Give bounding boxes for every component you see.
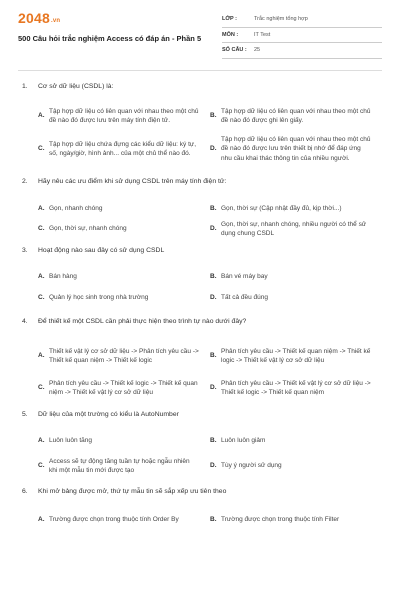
document-header bbox=[0, 0, 400, 72]
answer-option[interactable] bbox=[38, 510, 210, 530]
answer-option[interactable] bbox=[38, 131, 210, 167]
option-letter: A. bbox=[38, 516, 45, 524]
answer-option[interactable] bbox=[210, 372, 382, 404]
meta-value: Trắc nghiệm tổng hợp bbox=[254, 16, 308, 23]
option-text: Bán vé máy bay bbox=[221, 273, 268, 281]
option-letter: A. bbox=[38, 437, 45, 445]
question-text: Để thiết kế một CSDL cần phải thực hiện theo trình tự nào dưới đây? bbox=[38, 318, 247, 325]
question-6 bbox=[0, 487, 400, 530]
answer-option[interactable] bbox=[210, 451, 382, 481]
answer-options bbox=[38, 267, 382, 309]
option-text: Thiết kế vật lý cơ sở dữ liệu -> Phân tích yêu cầu -> Thiết kế quan niệm -> Thiết kế logic bbox=[49, 347, 199, 364]
option-letter: D. bbox=[210, 225, 217, 233]
option-letter: D. bbox=[210, 462, 217, 470]
answer-options bbox=[38, 101, 382, 167]
answer-option[interactable] bbox=[38, 372, 210, 404]
question-number: 4. bbox=[22, 318, 28, 325]
answer-option[interactable] bbox=[210, 340, 382, 372]
question-stem bbox=[0, 82, 400, 91]
meta-key: LỚP : bbox=[222, 16, 237, 23]
option-text: Luôn luôn giảm bbox=[221, 437, 266, 445]
question-stem bbox=[0, 246, 400, 255]
question-number: 3. bbox=[22, 247, 28, 254]
meta-row-count bbox=[222, 43, 382, 59]
answer-option[interactable] bbox=[210, 101, 382, 131]
answer-option[interactable] bbox=[210, 218, 382, 240]
meta-table bbox=[222, 12, 382, 59]
question-1 bbox=[0, 82, 400, 167]
option-text: Tập hợp dữ liệu chứa đựng các kiểu dữ liệu: ký tự, số, ngày/giờ, hình ảnh... của một chủ thể nào đó. bbox=[49, 140, 197, 157]
logo-suffix: .vn bbox=[50, 18, 61, 24]
answer-options bbox=[38, 510, 382, 530]
question-3 bbox=[0, 246, 400, 309]
option-letter: B. bbox=[210, 112, 217, 120]
option-text: Trường được chọn trong thuộc tính Filter bbox=[221, 516, 340, 524]
option-text: Luôn luôn tăng bbox=[49, 437, 93, 445]
option-letter: A. bbox=[38, 112, 45, 120]
question-number: 5. bbox=[22, 411, 28, 418]
option-text: Access sẽ tự động tăng tuần tự hoặc ngẫu nhiên khi một mẫu tin mới được tạo bbox=[49, 457, 190, 474]
question-stem bbox=[0, 487, 400, 496]
option-text: Tập hợp dữ liệu có liên quan với nhau theo một chủ đề nào đó được lưu trên máy tính điện tử. bbox=[49, 107, 199, 124]
option-letter: B. bbox=[210, 205, 217, 213]
answer-option[interactable] bbox=[210, 431, 382, 451]
option-text: Trường được chọn trong thuộc tính Order By bbox=[49, 516, 179, 524]
option-text: Phân tích yêu cầu -> Thiết kế logic -> Thiết kế quan niệm -> Thiết kế vật lý cơ sở dữ liệu bbox=[49, 379, 198, 396]
meta-row-subject bbox=[222, 28, 382, 44]
question-2 bbox=[0, 177, 400, 240]
option-text: Tất cả đều đúng bbox=[221, 294, 268, 302]
meta-value: 25 bbox=[254, 47, 261, 54]
answer-option[interactable] bbox=[38, 431, 210, 451]
document-title: 500 Câu hỏi trắc nghiệm Access có đáp án - Phần 5 bbox=[18, 34, 202, 43]
answer-option[interactable] bbox=[210, 510, 382, 530]
option-letter: C. bbox=[38, 225, 45, 233]
question-text: Khi mở bảng được mở, thứ tự mẫu tin sẽ sắp xếp ưu tiên theo bbox=[38, 488, 227, 495]
option-text: Quản lý học sinh trong nhà trường bbox=[49, 294, 149, 302]
option-letter: D. bbox=[210, 384, 217, 392]
answer-option[interactable] bbox=[210, 200, 382, 218]
option-text: Phân tích yêu cầu -> Thiết kế vật lý cơ sở dữ liệu -> Thiết kế logic -> Thiết kế quan niệm bbox=[221, 379, 371, 396]
option-text: Gọn, thời sự (Cập nhật đầy đủ, kịp thời...) bbox=[221, 205, 342, 213]
question-5 bbox=[0, 410, 400, 481]
option-text: Tập hợp dữ liệu có liên quan với nhau theo một chủ đề nào đó được ghi lên giấy. bbox=[221, 107, 371, 124]
answer-option[interactable] bbox=[38, 267, 210, 287]
question-text: Cơ sở dữ liệu (CSDL) là: bbox=[38, 83, 114, 90]
header-divider bbox=[18, 70, 382, 71]
meta-key: MÔN : bbox=[222, 31, 239, 38]
answer-options bbox=[38, 431, 382, 481]
option-letter: B. bbox=[210, 516, 217, 524]
meta-key: SỐ CÂU : bbox=[222, 47, 247, 54]
question-number: 2. bbox=[22, 178, 28, 185]
option-text: Tập hợp dữ liệu có liên quan với nhau theo một chủ đề nào đó được lưu trên thiết bị nhớ để đáp ứng nhu cầu khai thác thông tin của nhiều người. bbox=[221, 135, 371, 162]
answer-option[interactable] bbox=[210, 131, 382, 167]
option-letter: B. bbox=[210, 352, 217, 360]
question-4 bbox=[0, 317, 400, 404]
option-letter: A. bbox=[38, 205, 45, 213]
question-list bbox=[0, 76, 400, 530]
question-stem bbox=[0, 177, 400, 186]
option-text: Phân tích yêu cầu -> Thiết kế quan niệm -> Thiết kế logic -> Thiết kế vật lý cơ sở dữ liệu bbox=[221, 347, 371, 364]
answer-option[interactable] bbox=[38, 287, 210, 309]
site-logo[interactable] bbox=[18, 10, 60, 26]
option-text: Gọn, nhanh chóng bbox=[49, 205, 103, 213]
question-text: Hoạt động nào sau đây có sử dụng CSDL bbox=[38, 247, 165, 254]
answer-option[interactable] bbox=[38, 101, 210, 131]
option-text: Bán hàng bbox=[49, 273, 77, 281]
answer-option[interactable] bbox=[38, 200, 210, 218]
option-letter: C. bbox=[38, 462, 45, 470]
option-letter: D. bbox=[210, 294, 217, 302]
answer-option[interactable] bbox=[38, 218, 210, 240]
question-text: Dữ liệu của một trường có kiểu là AutoNumber bbox=[38, 411, 179, 418]
option-letter: C. bbox=[38, 145, 45, 153]
answer-option[interactable] bbox=[38, 451, 210, 481]
answer-options bbox=[38, 200, 382, 240]
answer-option[interactable] bbox=[210, 287, 382, 309]
meta-value: IT Test bbox=[254, 31, 271, 38]
option-letter: C. bbox=[38, 384, 45, 392]
answer-option[interactable] bbox=[38, 340, 210, 372]
option-text: Gọn, thời sự, nhanh chóng, nhiều người có thể sử dụng chung CSDL bbox=[221, 220, 367, 237]
question-stem bbox=[0, 410, 400, 419]
option-letter: D. bbox=[210, 145, 217, 153]
option-letter: A. bbox=[38, 352, 45, 360]
question-number: 1. bbox=[22, 83, 28, 90]
option-letter: B. bbox=[210, 273, 217, 281]
question-stem bbox=[0, 317, 400, 326]
option-text: Tùy ý người sử dụng bbox=[221, 462, 282, 470]
option-text: Gọn, thời sự, nhanh chóng bbox=[49, 225, 127, 233]
option-letter: B. bbox=[210, 437, 217, 445]
meta-row-class bbox=[222, 12, 382, 28]
question-number: 6. bbox=[22, 488, 28, 495]
option-letter: C. bbox=[38, 294, 45, 302]
option-letter: A. bbox=[38, 273, 45, 281]
question-text: Hãy nêu các ưu điểm khi sử dụng CSDL trên máy tính điện tử: bbox=[38, 178, 227, 185]
answer-option[interactable] bbox=[210, 267, 382, 287]
logo-main: 2048 bbox=[18, 10, 50, 26]
answer-options bbox=[38, 340, 382, 404]
